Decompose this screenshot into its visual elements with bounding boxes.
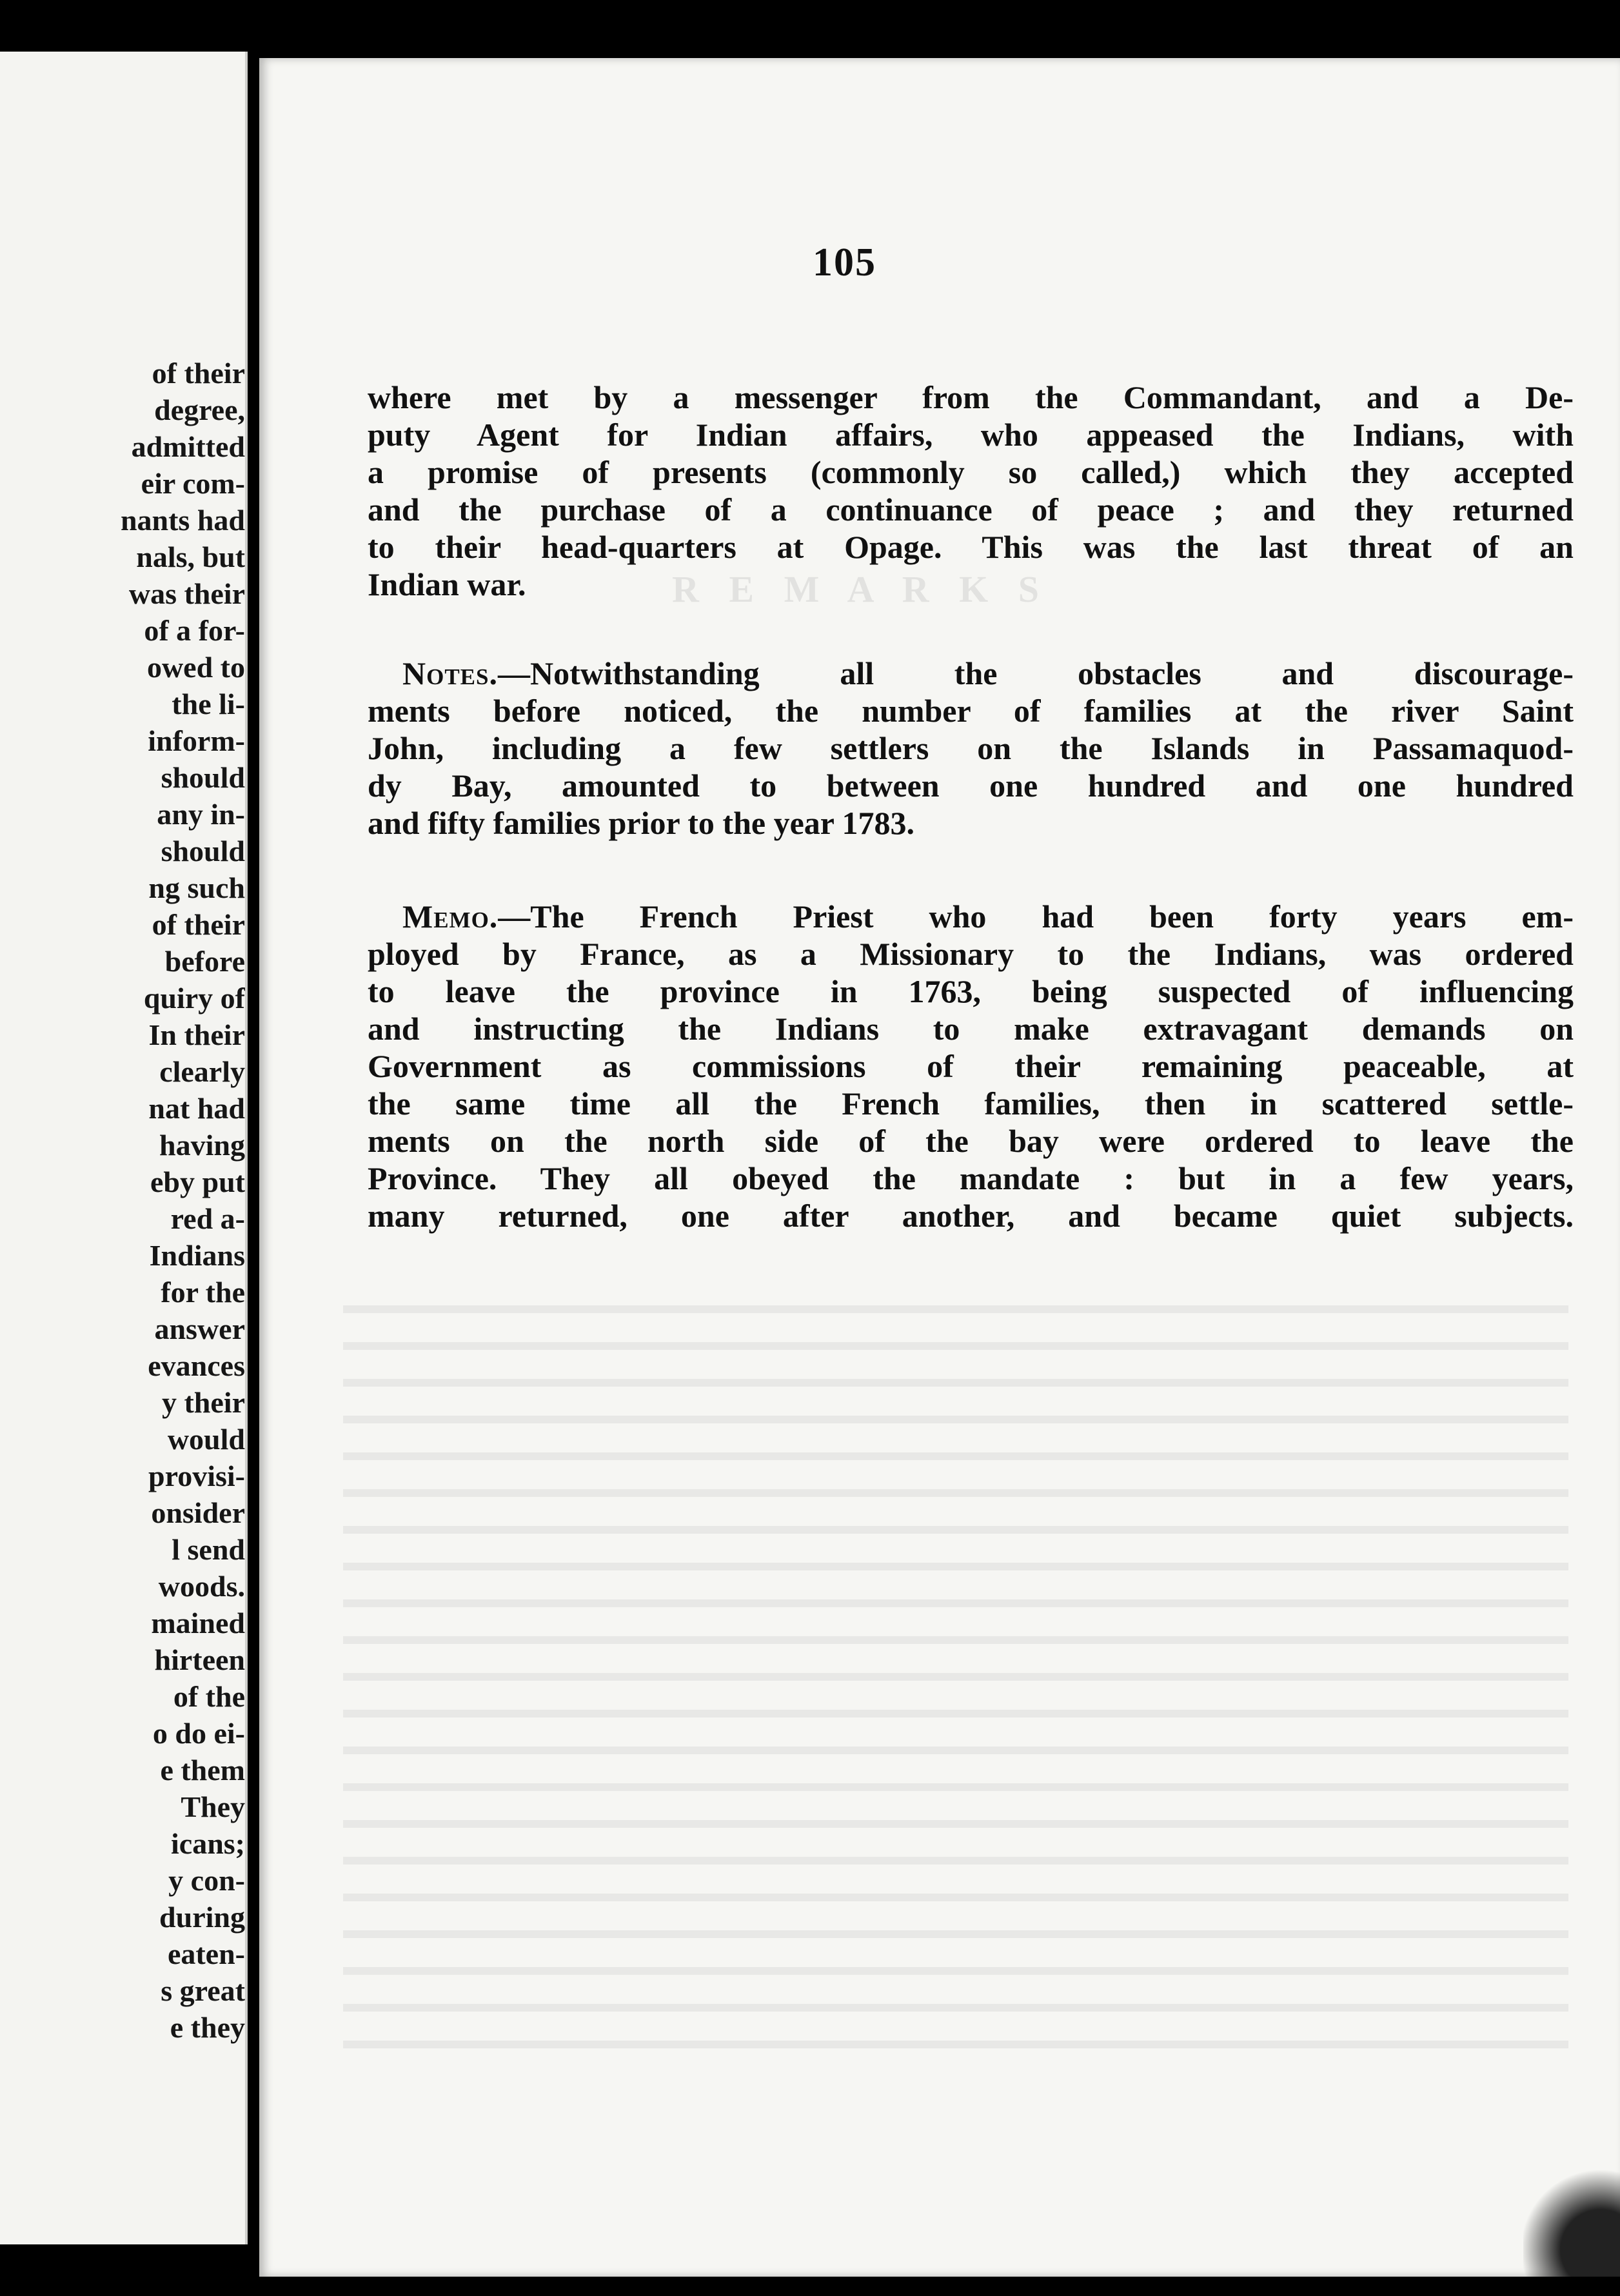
notes-line-text: —Notwithstanding all the obstacles and discourage-: [498, 655, 1574, 691]
text-line: dy Bay, amounted to between one hundred and one hundred: [368, 767, 1574, 804]
left-line: Indians: [149, 1239, 245, 1272]
left-line: eaten-: [167, 1937, 245, 1970]
text-line: to their head-quarters at Opage. This was the last threat of an: [368, 529, 1574, 565]
text-line: and the purchase of a continuance of peace ; and they returned: [368, 491, 1574, 528]
memo-line-text: —The French Priest who had been forty years em-: [498, 898, 1574, 935]
left-line: woods.: [158, 1570, 245, 1603]
left-line: o do ei-: [152, 1717, 245, 1750]
left-line: icans;: [171, 1827, 245, 1860]
left-line: ng such: [148, 871, 245, 904]
left-line: of the: [173, 1680, 245, 1713]
text-line: ments on the north side of the bay were ordered to leave the: [368, 1123, 1574, 1159]
text-line: Indian war.: [368, 566, 526, 602]
left-line: evances: [148, 1349, 245, 1382]
notes-label: Notes.: [402, 655, 498, 691]
left-facing-page: [0, 52, 248, 2244]
text-line: puty Agent for Indian affairs, who appeased the Indians, with: [368, 417, 1574, 453]
left-line: would: [167, 1423, 245, 1456]
left-line: should: [161, 835, 245, 867]
left-line: for the: [161, 1276, 245, 1309]
left-line: nat had: [148, 1092, 245, 1125]
left-line: y con-: [168, 1864, 245, 1897]
left-line: red a-: [170, 1202, 245, 1235]
left-line: admitted: [131, 430, 245, 463]
left-line: was their: [128, 577, 245, 610]
text-line: and fifty families prior to the year 1783.: [368, 805, 915, 841]
text-line: to leave the province in 1763, being suspected of influencing: [368, 973, 1574, 1009]
left-line: eir com-: [141, 467, 245, 500]
left-line: e them: [160, 1754, 245, 1786]
text-line: where met by a messenger from the Commandant, and a De-: [368, 379, 1574, 415]
left-line: inform-: [148, 724, 245, 757]
text-line: ments before noticed, the number of families at the river Saint: [368, 693, 1574, 729]
left-line: In their: [148, 1018, 245, 1051]
left-line: hirteen: [154, 1643, 245, 1676]
left-line: clearly: [159, 1055, 245, 1088]
left-line: of their: [152, 357, 245, 390]
bleed-through-lines: [343, 1283, 1568, 2057]
left-line: provisi-: [148, 1460, 245, 1492]
left-line: e they: [170, 2011, 245, 2044]
left-line: degree,: [154, 393, 245, 426]
left-line: s great: [161, 1974, 245, 2007]
left-line: l send: [172, 1533, 245, 1566]
text-line: the same time all the French families, then in scattered settle-: [368, 1085, 1574, 1122]
left-line: should: [161, 761, 245, 794]
left-line: during: [159, 1901, 245, 1934]
left-line: onsider: [151, 1496, 245, 1529]
text-line: [368, 898, 1574, 935]
text-line: [368, 655, 1574, 692]
text-line: a promise of presents (commonly so called,) which they accepted: [368, 454, 1574, 490]
left-page-text: [0, 355, 245, 2046]
text-line: John, including a few settlers on the Islands in Passamaquod-: [368, 730, 1574, 766]
left-line: answer: [154, 1312, 245, 1345]
page-number: 105: [813, 241, 876, 284]
left-line: before: [164, 945, 245, 978]
right-page: [259, 58, 1620, 2277]
left-line: nals, but: [136, 540, 245, 573]
text-line: many returned, one after another, and became quiet subjects.: [368, 1198, 1574, 1234]
left-line: any in-: [157, 798, 245, 831]
left-line: having: [159, 1129, 245, 1162]
paragraph-memo: [368, 898, 1574, 1234]
left-line: eby put: [150, 1165, 245, 1198]
text-line: Government as commissions of their remaining peaceable, at: [368, 1048, 1574, 1084]
left-line: the li-: [172, 688, 245, 720]
paragraph-notes: [368, 655, 1574, 842]
left-line: nants had: [120, 504, 245, 537]
left-line: owed to: [146, 651, 245, 684]
memo-label: Memo.: [402, 898, 499, 935]
left-line: mained: [151, 1607, 245, 1639]
text-line: Province. They all obeyed the mandate : but in a few years,: [368, 1160, 1574, 1196]
text-line: ployed by France, as a Missionary to the Indians, was ordered: [368, 936, 1574, 972]
bleed-through-heading: R E M A R K S: [672, 568, 1050, 610]
text-line: and instructing the Indians to make extravagant demands on: [368, 1011, 1574, 1047]
left-line: quiry of: [143, 982, 245, 1014]
left-line: of a for-: [144, 614, 245, 647]
left-line: They: [181, 1790, 245, 1823]
torn-page-corner: [1523, 2141, 1620, 2277]
paragraph-continuation: [368, 379, 1574, 603]
left-line: y their: [161, 1386, 245, 1419]
left-line: of their: [152, 908, 245, 941]
